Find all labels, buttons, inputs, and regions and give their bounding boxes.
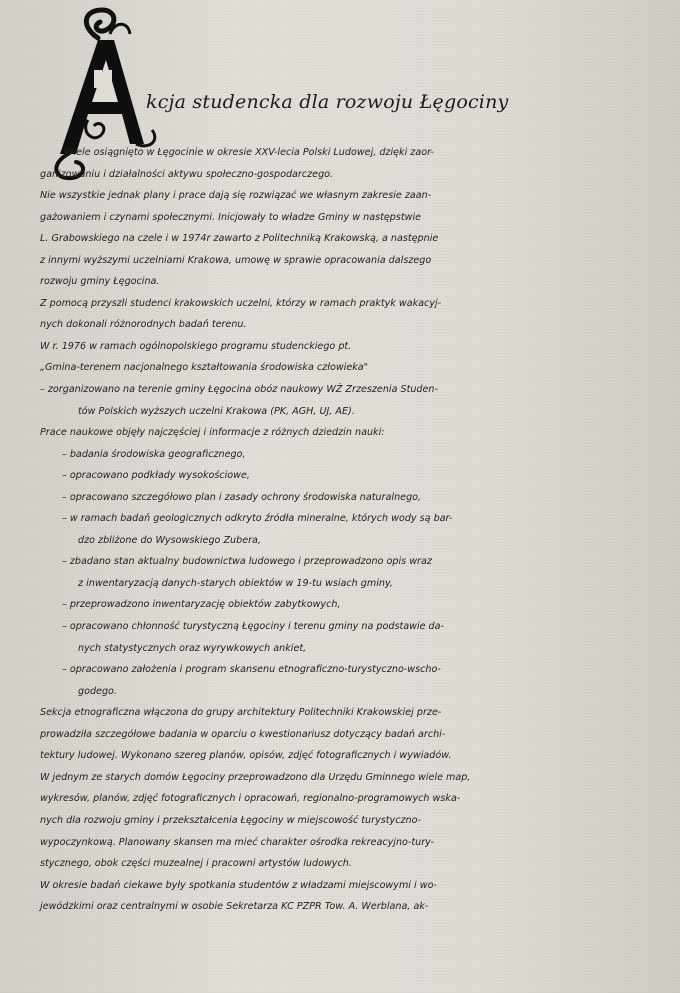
text-line: godego. (78, 685, 117, 697)
text-line: „Gmina-terenem nacjonalnego kształtowania środowiska człowieka" (40, 362, 369, 374)
list-item: – opracowano założenia i program skansenu etnograficzno-turystyczno-wscho- (62, 664, 441, 676)
text-line: nych dla rozwoju gminy i przekształcenia Łęgociny w miejscowość turystyczno- (40, 814, 421, 826)
list-item: – opracowano szczegółowo plan i zasady ochrony środowiska naturalnego, (62, 491, 422, 503)
text-line: W r. 1976 w ramach ogólnopolskiego programu studenckiego pt. (40, 340, 352, 352)
text-line: – zorganizowano na terenie gminy Łęgocina obóz naukowy WŻ Zrzeszenia Studen- (40, 384, 438, 396)
text-line: Wiele osiągnięto w Łęgocinie w okresie XXV-lecia Polski Ludowej, dzięki zaor- (64, 147, 434, 158)
text-line: stycznego, obok części muzealnej i pracowni artystów ludowych. (40, 858, 352, 870)
text-line: ganizowaniu i działalności aktywu społeczno-gospodarczego. (40, 168, 334, 180)
text-line: prowadziła szczegółowe badania w oparciu o kwestionariusz dotyczący badań archi- (40, 728, 446, 740)
page-title (146, 91, 508, 113)
list-item: – opracowano podkłady wysokościowe, (62, 470, 250, 482)
text-line: rozwoju gminy Łęgocina. (40, 276, 160, 288)
text-line: nych dokonali różnorodnych badań terenu. (40, 319, 247, 331)
list-item: – zbadano stan aktualny budownictwa ludowego i przeprowadzono opis wraz (62, 556, 432, 568)
text-line: L. Grabowskiego na czele i w 1974r zawarto z Politechniką Krakowską, a następnie (40, 233, 439, 245)
text-line: Prace naukowe objęły najczęściej i informacje z różnych dziedzin nauki: (40, 427, 385, 439)
text-line: Nie wszystkie jednak plany i prace dają się rozwiązać we własnym zakresie zaan- (40, 190, 432, 202)
text-line: wykresów, planów, zdjęć fotograficznych i opracowań, regionalno-programowych wska- (40, 793, 461, 805)
title-text: kcja studencka dla rozwoju Łęgociny (146, 91, 509, 113)
text-line: tów Polskich wyższych uczelni Krakowa (PK, AGH, UJ, AE). (78, 405, 355, 417)
text-line: Z pomocą przyszli studenci krakowskich uczelni, którzy w ramach praktyk wakacyj- (40, 297, 442, 309)
text-line: nych statystycznych oraz wyrywkowych ankiet, (78, 642, 307, 654)
list-item: – opracowano chłonność turystyczną Łęgociny i terenu gminy na podstawie da- (62, 621, 444, 633)
text-line: wypoczynkową. Planowany skansen ma mieć charakter ośrodka rekreacyjno-tury- (40, 836, 434, 848)
list-item: – badania środowiska geograficznego, (62, 448, 246, 460)
text-line: Sekcja etnograficzna włączona do grupy architektury Politechniki Krakowskiej prze- (40, 707, 442, 719)
text-line: z innymi wyższymi uczelniami Krakowa, umowę w sprawie opracowania dalszego (40, 254, 432, 266)
text-line: W okresie badań ciekawe były spotkania studentów z władzami miejscowymi i wo- (40, 879, 437, 891)
handwritten-body (40, 142, 670, 918)
text-line: z inwentaryzacją danych-starych obiektów w 19-tu wsiach gminy, (78, 577, 393, 589)
text-line: jewódzkimi oraz centralnymi w osobie Sekretarza KC PZPR Tow. A. Werblana, ak- (40, 901, 429, 913)
text-line: dzo zbliżone do Wysowskiego Zubera, (78, 534, 261, 546)
text-line: tektury ludowej. Wykonano szereg planów, opisów, zdjęć fotograficznych i wywiadów. (40, 750, 452, 762)
text-line: W jednym ze starych domów Łęgociny przeprowadzono dla Urzędu Gminnego wiele map, (40, 771, 471, 783)
list-item: – w ramach badań geologicznych odkryto źródła mineralne, których wody są bar- (62, 513, 453, 525)
text-line: gażowaniem i czynami społecznymi. Inicjowały to władze Gminy w następstwie (40, 211, 422, 223)
list-item: – przeprowadzono inwentaryzację obiektów zabytkowych, (62, 599, 341, 611)
